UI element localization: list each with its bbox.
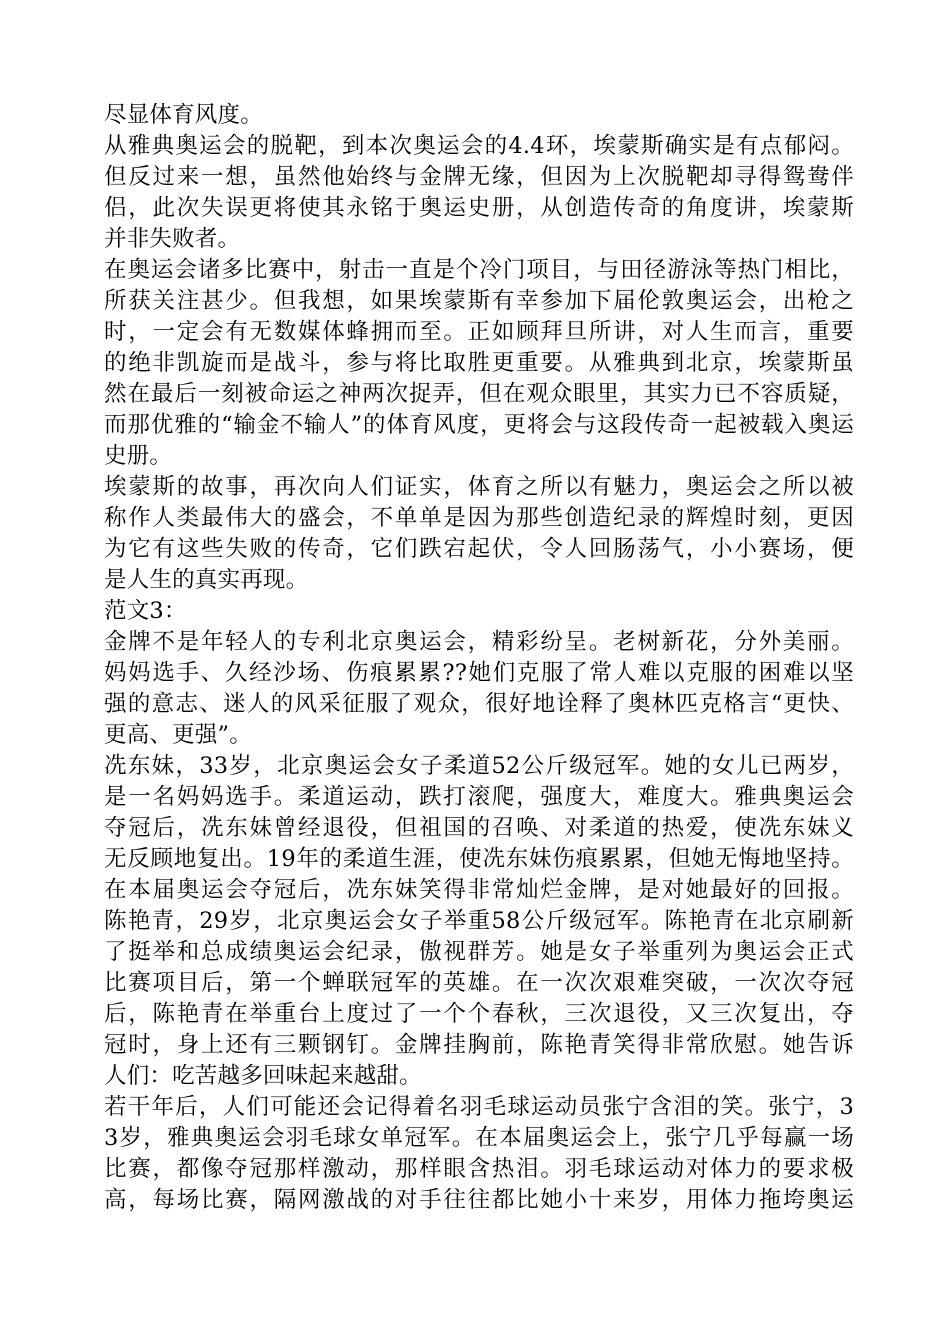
text-line: 后，陈艳青在举重台上度过了一个个春秋，三次退役，又三次复出，夺 [104, 1001, 854, 1027]
text-line: 了挺举和总成绩奥运会纪录，傲视群芳。她是女子举重列为奥运会正式 [104, 939, 854, 965]
text-line: 在奥运会诸多比赛中，射击一直是个冷门项目，与田径游泳等热门相比， [104, 257, 854, 283]
section-heading: 范文3： [104, 598, 187, 624]
text-line: 高，每场比赛，隔网激战的对手往往都比她小十来岁，用体力拖垮奥运 [104, 1187, 854, 1213]
text-line: 史册。 [104, 443, 173, 469]
text-line: 冠时，身上还有三颗钢钉。金牌挂胸前，陈艳青笑得非常欣慰。她告诉 [104, 1032, 854, 1058]
text-line: 时，一定会有无数媒体蜂拥而至。正如顾拜旦所讲，对人生而言，重要 [104, 319, 854, 345]
text-line: 的绝非凯旋而是战斗，参与将比取胜更重要。从雅典到北京，埃蒙斯虽 [104, 350, 854, 376]
text-line: 但反过来一想，虽然他始终与金牌无缘，但因为上次脱靶却寻得鸳鸯伴 [104, 164, 854, 190]
text-line: 冼东妹，33岁，北京奥运会女子柔道52公斤级冠军。她的女儿已两岁， [104, 753, 854, 779]
text-line: 是人生的真实再现。 [104, 567, 309, 593]
text-line: 侣，此次失误更将使其永铭于奥运史册，从创造传奇的角度讲，埃蒙斯 [104, 195, 854, 221]
text-line: 强的意志、迷人的风采征服了观众，很好地诠释了奥林匹克格言“更快、 [104, 691, 854, 717]
text-line: 妈妈选手、久经沙场、伤痕累累??她们克服了常人难以克服的困难以坚 [104, 660, 854, 686]
text-line: 3岁，雅典奥运会羽毛球女单冠军。在本届奥运会上，张宁几乎每赢一场 [104, 1125, 854, 1151]
text-line: 为它有这些失败的传奇，它们跌宕起伏，令人回肠荡气，小小赛场，便 [104, 536, 854, 562]
text-line: 然在最后一刻被命运之神两次捉弄，但在观众眼里，其实力已不容质疑， [104, 381, 854, 407]
text-line: 而那优雅的“输金不输人”的体育风度，更将会与这段传奇一起被载入奥运 [104, 412, 854, 438]
text-line: 人们：吃苦越多回味起来越甜。 [104, 1063, 422, 1089]
text-line: 尽显体育风度。 [104, 102, 263, 128]
text-line: 无反顾地复出。19年的柔道生涯，使冼东妹伤痕累累，但她无悔地坚持。 [104, 846, 854, 872]
text-line: 更高、更强”。 [104, 722, 252, 748]
text-line: 若干年后，人们可能还会记得着名羽毛球运动员张宁含泪的笑。张宁，3 [104, 1094, 854, 1120]
text-line: 金牌不是年轻人的专利北京奥运会，精彩纷呈。老树新花，分外美丽。 [104, 629, 854, 655]
text-line: 是一名妈妈选手。柔道运动，跌打滚爬，强度大，难度大。雅典奥运会 [104, 784, 854, 810]
text-line: 陈艳青，29岁，北京奥运会女子举重58公斤级冠军。陈艳青在北京刷新 [104, 908, 854, 934]
text-line: 夺冠后，冼东妹曾经退役，但祖国的召唤、对柔道的热爱，使冼东妹义 [104, 815, 854, 841]
text-line: 所获关注甚少。但我想，如果埃蒙斯有幸参加下届伦敦奥运会，出枪之 [104, 288, 854, 314]
text-line: 埃蒙斯的故事，再次向人们证实，体育之所以有魅力，奥运会之所以被 [104, 474, 854, 500]
text-line: 称作人类最伟大的盛会，不单单是因为那些创造纪录的辉煌时刻，更因 [104, 505, 854, 531]
text-line: 从雅典奥运会的脱靶，到本次奥运会的4.4环，埃蒙斯确实是有点郁闷。 [104, 133, 854, 159]
text-line: 在本届奥运会夺冠后，冼东妹笑得非常灿烂金牌，是对她最好的回报。 [104, 877, 854, 903]
text-line: 比赛，都像夺冠那样激动，那样眼含热泪。羽毛球运动对体力的要求极 [104, 1156, 854, 1182]
text-line: 并非失败者。 [104, 226, 241, 252]
article-body [104, 100, 854, 1216]
text-line: 比赛项目后，第一个蝉联冠军的英雄。在一次次艰难突破，一次次夺冠 [104, 970, 854, 996]
